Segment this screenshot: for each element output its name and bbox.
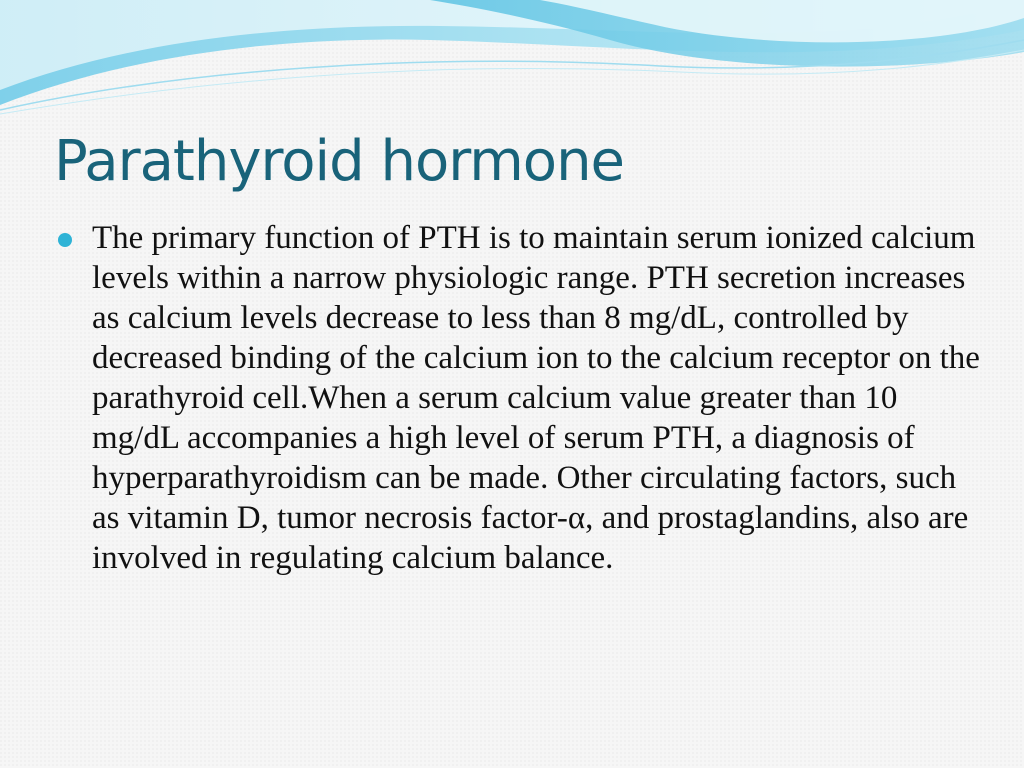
bullet-dot-icon bbox=[58, 233, 72, 247]
slide-title: Parathyroid hormone bbox=[54, 129, 625, 194]
header-wave-decoration bbox=[0, 0, 1024, 120]
slide-content bbox=[58, 218, 988, 578]
bullet-text: The primary function of PTH is to maintain serum ionized calcium levels within a narrow physiologic range. PTH secretion increases as calcium levels decrease to less than 8 mg/dL, controlled by decreased binding of the calcium ion to the calcium receptor on the parathyroid cell.When a serum calcium value greater than 10 mg/dL accompanies a high level of serum PTH, a diagnosis of hyperparathyroidism can be made. Other circulating factors, such as vitamin D, tumor necrosis factor-α, and prostaglandins, also are involved in regulating calcium balance. bbox=[92, 220, 980, 576]
bullet-item bbox=[58, 218, 988, 578]
